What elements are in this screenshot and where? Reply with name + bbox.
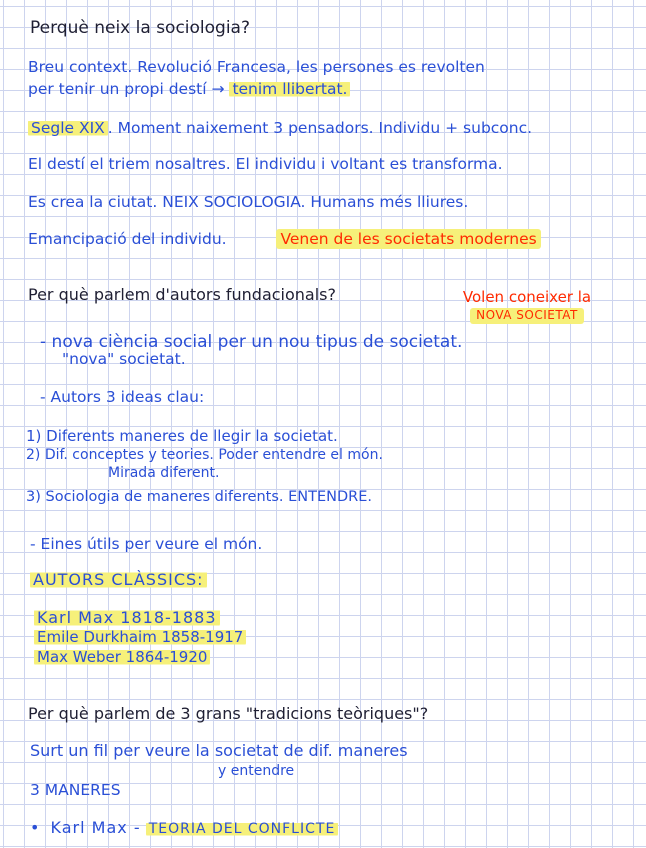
dash-new-society: "nova" societat. — [62, 350, 186, 368]
idea-1: 1) Diferents maneres de llegir la societat. — [26, 427, 338, 445]
heading-founding-authors: Per què parlem d'autors fundacionals? — [28, 285, 336, 304]
context-line-1: Breu context. Revolució Francesa, les persones es revolten — [28, 58, 485, 76]
idea-2-continued: Mirada diferent. — [108, 465, 220, 481]
highlight-autors-classics: AUTORS CLÀSSICS: — [30, 570, 207, 589]
author-karl-marx: Karl Max 1818-1883 — [34, 610, 220, 626]
traditions-line-1: Surt un fil per veure la societat de dif. maneres — [30, 741, 408, 760]
bullet-icon: • — [30, 818, 40, 837]
heading-why-sociology: Perquè neix la sociologia? — [30, 18, 250, 38]
city-line: Es crea la ciutat. NEIX SOCIOLOGIA. Humans més lliures. — [28, 193, 469, 211]
three-ways: 3 MANERES — [30, 781, 121, 799]
emancipation-line: Emancipació del individu. Venen de les societats modernes — [28, 232, 541, 248]
highlight-freedom: tenim llibertat. — [229, 80, 350, 98]
highlight-modern-societies: Venen de les societats modernes — [276, 229, 540, 249]
highlight-conflict-theory: TEORIA DEL CONFLICTE — [146, 821, 339, 837]
heading-three-traditions: Per què parlem de 3 grans "tradicions teòriques"? — [28, 704, 429, 723]
idea-2: 2) Dif. conceptes y teories. Poder entendre el món. — [26, 447, 383, 463]
dash-useful-tools: - Eines útils per veure el món. — [30, 535, 263, 553]
dash-three-ideas: - Autors 3 ideas clau: — [40, 388, 205, 406]
dash-new-science: - nova ciència social per un nou tipus de societat. — [40, 332, 463, 352]
marx-conflict-line: • Karl Max - TEORIA DEL CONFLICTE — [30, 820, 338, 836]
author-weber: Max Weber 1864-1920 — [34, 650, 210, 665]
nineteenth-century-line: Segle XIX . Moment naixement 3 pensadors. Individu + subconc. — [28, 121, 532, 137]
highlight-segle: Segle XIX — [28, 119, 108, 137]
classic-authors-title — [30, 572, 207, 588]
arrow-icon: → — [211, 80, 225, 98]
highlight-nova-societat: NOVA SOCIETAT — [470, 308, 584, 324]
traditions-line-2: y entendre — [218, 763, 295, 779]
destiny-line: El destí el triem nosaltres. El individu i voltant es transforma. — [28, 155, 503, 173]
author-durkheim: Emile Durkhaim 1858-1917 — [34, 630, 246, 645]
red-note-new-society: Volen coneixer la NOVA SOCIETAT — [462, 288, 592, 323]
idea-3: 3) Sociologia de maneres diferents. ENTENDRE. — [26, 489, 373, 505]
context-line-2: per tenir un propi destí → tenim llibertat. — [28, 82, 350, 98]
